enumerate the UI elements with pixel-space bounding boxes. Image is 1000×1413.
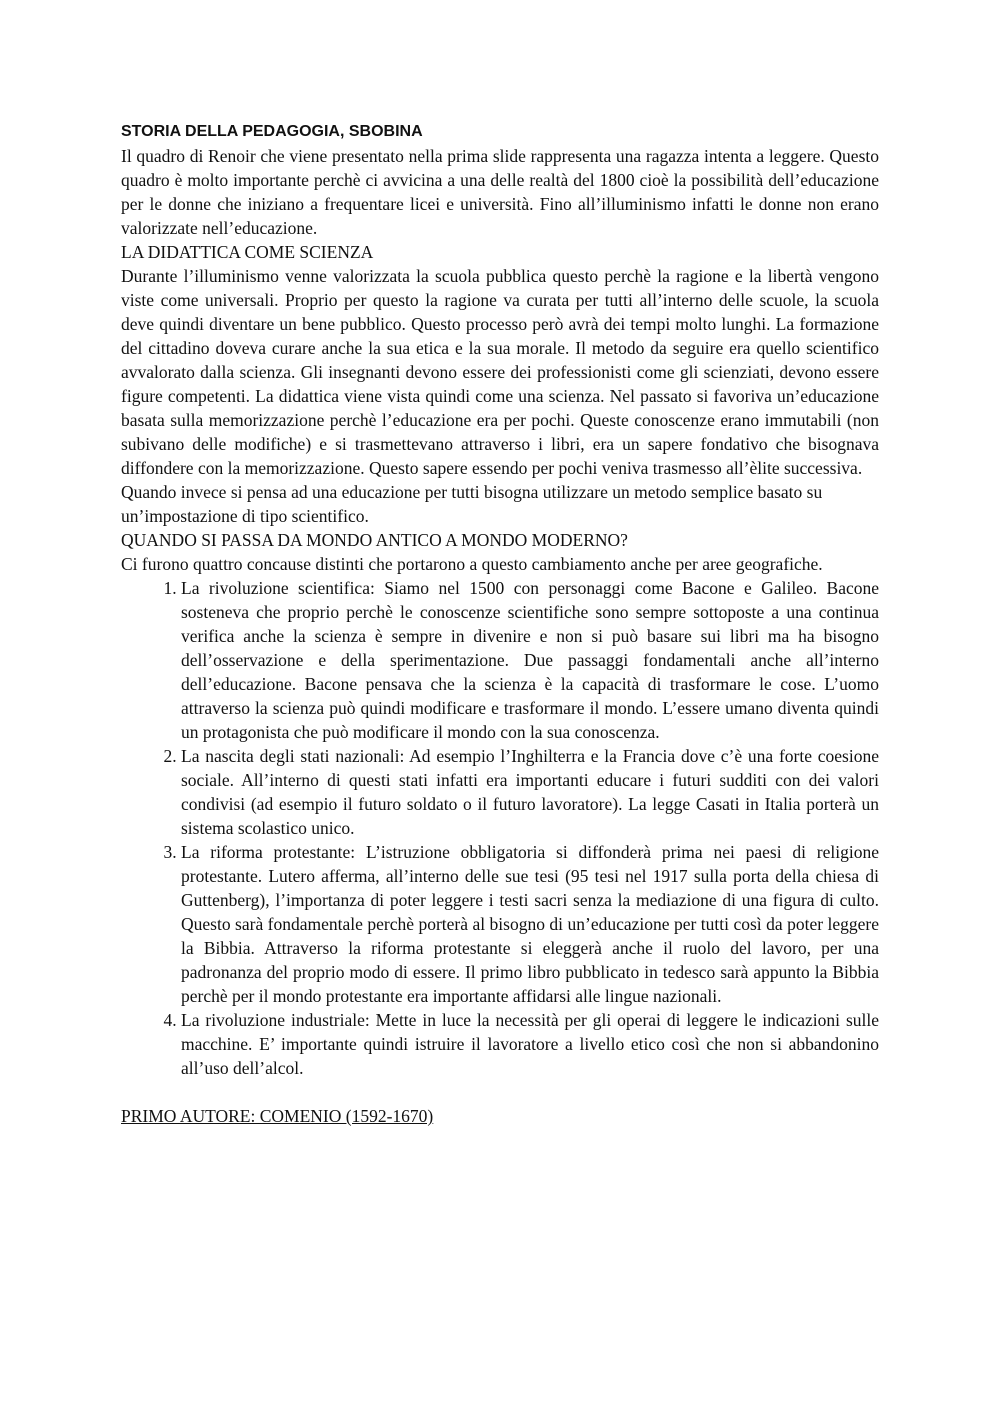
list-item: 3. La riforma protestante: L’istruzione obbligatoria si diffonderà prima nei paesi di religione protestante. Lutero afferma, all’interno delle sue tesi (95 tesi nel 1917 sulla porta della chiesa di Guttenberg), l’importanza di poter leggere i testi sacri senza la mediazione di una figura di culto. Questo sarà fondamentale perchè porterà al bisogno di un’educazione per tutti così da poter leggere la Bibbia. Attraverso la riforma protestante si eleggerà anche il ruolo del lavoro, per una padronanza del proprio modo di essere. Il primo libro pubblicato in tedesco sarà appunto la Bibbia perchè per il mondo protestante era importante affidarsi alle lingue nazionali. (181, 840, 879, 1008)
document-title: STORIA DELLA PEDAGOGIA, SBOBINA (121, 123, 423, 140)
author-heading: PRIMO AUTORE: COMENIO (1592-1670) (121, 1106, 434, 1126)
list-item: 4. La rivoluzione industriale: Mette in luce la necessità per gli operai di leggere le indicazioni sulle macchine. E’ importante quindi istruire il lavoratore a livello etico così che non si abbandonino all’uso dell’alcol. (181, 1008, 879, 1080)
document-page (121, 120, 879, 1128)
didattica-paragraph: Durante l’illuminismo venne valorizzata la scuola pubblica questo perchè la ragione e la libertà vengono viste come universali. Proprio per questo la ragione va curata per tutti all’interno delle scuole, la scuola deve quindi diventare un bene pubblico. Questo processo però avrà dei tempi molto lunghi. La formazione del cittadino doveva curare anche la sua etica e la sua morale. Il metodo da seguire era quello scientifico avvalorato dalla scienza. Gli insegnanti devono essere dei professionisti come gli scienziati, devono essere figure competenti. La didattica viene vista quindi come una scienza. Nel passato si favoriva un’educazione basata sulla memorizzazione perchè l’educazione era per pochi. Queste conoscenze erano immutabili (non subivano delle modifiche) e si trasmettevano attraverso i libri, era un sapere fondativo che bisognava diffondere con la memorizzazione. Questo sapere essendo per pochi veniva trasmesso all’èlite successiva. (121, 266, 879, 478)
list-item: 1. La rivoluzione scientifica: Siamo nel 1500 con personaggi come Bacone e Galileo. Bacone sosteneva che proprio perchè le conoscenze scientifiche sono sempre sottoposte a una continua verifica anche la scienza è sempre in divenire e non si può basare sui libri ma ha bisogno dell’osservazione e della sperimentazione. Due passaggi fondamentali anche all’interno dell’educazione. Bacone pensava che la scienza è la capacità di trasformare le cose. L’uomo attraverso la scienza può quindi modificare e trasformare il mondo. L’essere umano diventa quindi un protagonista che può modificare il mondo con la sua conoscenza. (181, 576, 879, 744)
section-heading-mondo-moderno: QUANDO SI PASSA DA MONDO ANTICO A MONDO MODERNO? (121, 530, 628, 550)
didattica-paragraph-2: Quando invece si pensa ad una educazione per tutti bisogna utilizzare un metodo semplice basato su un’impostazione di tipo scientifico. (121, 482, 823, 526)
list-item: 2. La nascita degli stati nazionali: Ad esempio l’Inghilterra e la Francia dove c’è una forte coesione sociale. All’interno di questi stati infatti era importanti educare i futuri sudditi con dei valori condivisi (ad esempio il futuro soldato o il futuro lavoratore). La legge Casati in Italia porterà un sistema scolastico unico. (181, 744, 879, 840)
section-heading-didattica: LA DIDATTICA COME SCIENZA (121, 242, 374, 262)
intro-paragraph: Il quadro di Renoir che viene presentato nella prima slide rappresenta una ragazza intenta a leggere. Questo quadro è molto importante perchè ci avvicina a una delle realtà del 1800 cioè la possibilità dell’educazione per le donne che iniziano a frequentare licei e università. Fino all’illuminismo infatti le donne non erano valorizzate nell’educazione. (121, 146, 879, 238)
concause-paragraph: Ci furono quattro concause distinti che portarono a questo cambiamento anche per aree geografiche. (121, 554, 823, 574)
blank-line (121, 1080, 879, 1104)
concause-list (121, 576, 879, 1080)
